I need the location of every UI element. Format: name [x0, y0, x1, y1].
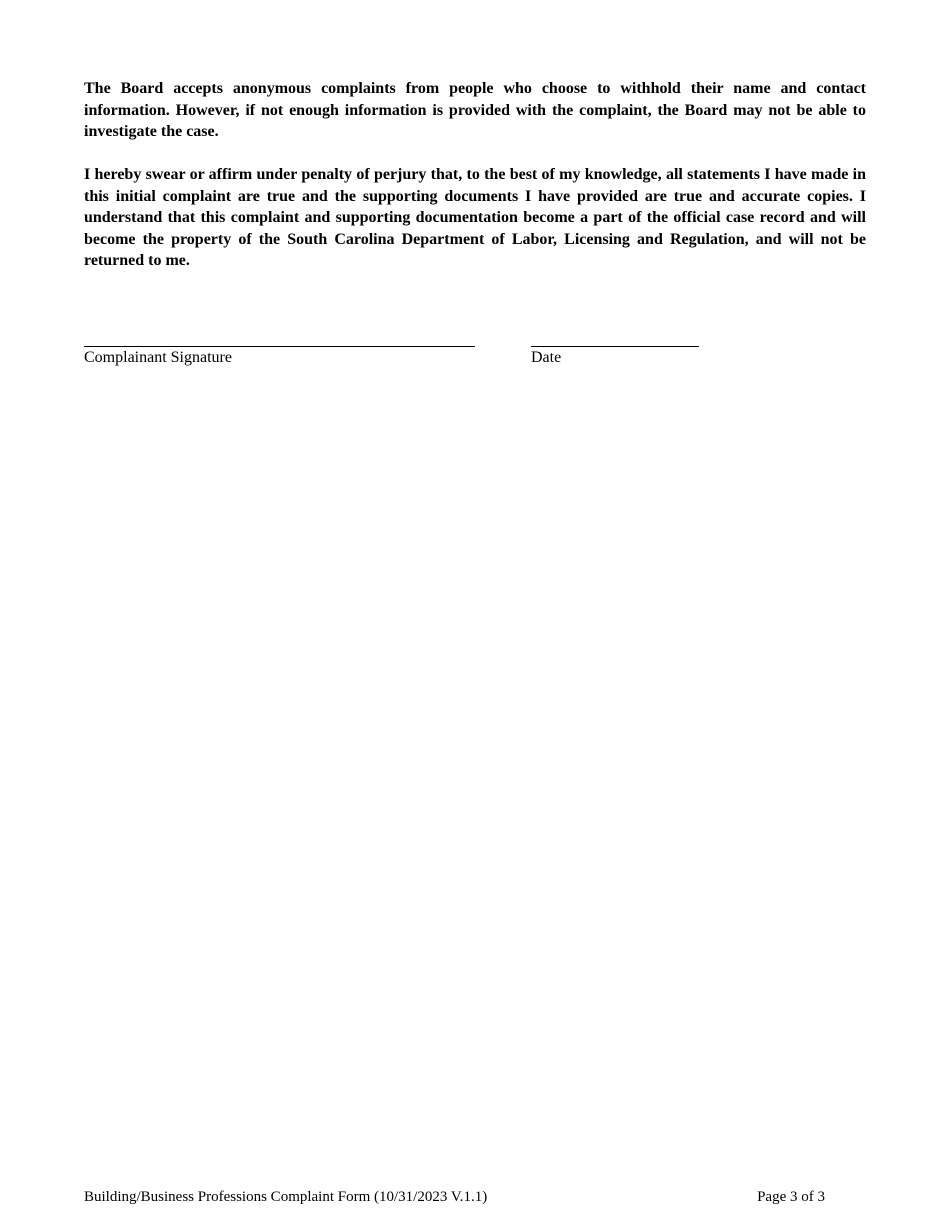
signature-line [84, 346, 475, 347]
date-label: Date [531, 349, 562, 366]
affirmation-paragraph: I hereby swear or affirm under penalty of perjury that, to the best of my knowledge, all statements I have made in this initial complaint are true and the supporting documents I have provided are true and accurate copies. I understand that this complaint and supporting documentation become a part of the official case record and will become the property of the South Carolina Department of Labor, Licensing and Regulation, and will not be returned to me. [84, 166, 866, 269]
footer-form-title: Building/Business Professions Complaint Form (10/31/2023 V.1.1) [84, 1189, 488, 1205]
complainant-signature-label: Complainant Signature [84, 349, 232, 366]
anonymous-complaints-paragraph: The Board accepts anonymous complaints from people who choose to withhold their name and contact information. However, if not enough information is provided with the complaint, the Board may not be able to investigate the case. [84, 80, 866, 140]
date-line [531, 346, 699, 347]
page-number: Page 3 of 3 [757, 1189, 825, 1205]
